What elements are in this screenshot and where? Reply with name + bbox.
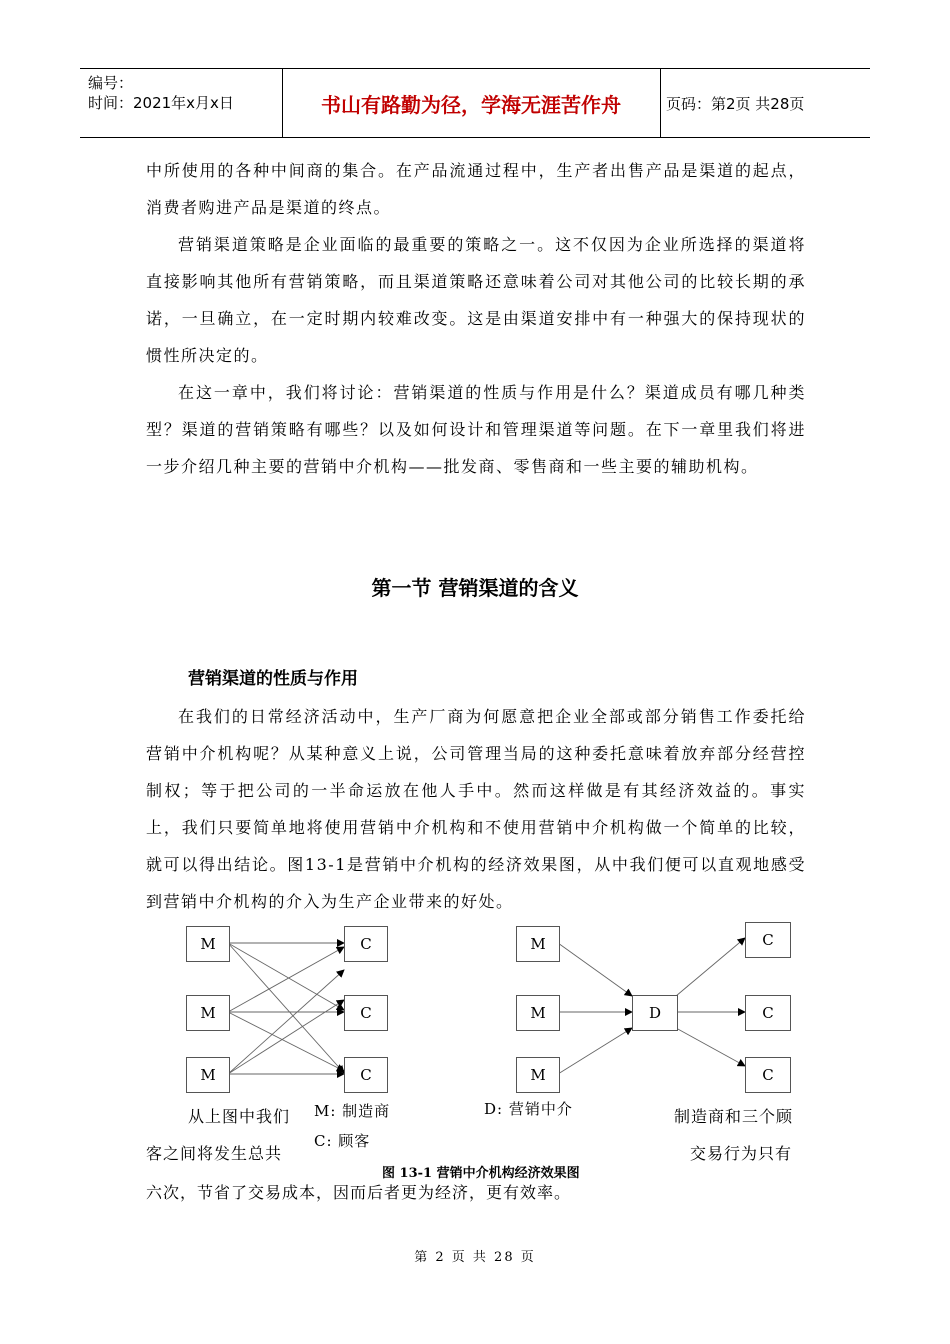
connector-line xyxy=(676,938,745,996)
manufacturer-box: M xyxy=(516,926,560,962)
connector-line xyxy=(228,943,344,1073)
header-motto: 书山有路勤为径，学海无涯苦作舟 xyxy=(321,93,621,117)
intermediary-box: D xyxy=(632,995,678,1031)
manufacturer-box: M xyxy=(186,926,230,962)
page-footer: 第 2 页 共 28 页 xyxy=(414,1250,536,1265)
paragraph: 在这一章中，我们将讨论：营销渠道的性质与作用是什么？渠道成员有哪几种类型？渠道的营销策略有哪些？以及如何设计和管理渠道等问题。在下一章里我们将进一步介绍几种主要的营销中介机构——批发商、零售商和一些主要的辅助机构。 xyxy=(146,383,806,476)
connector-line xyxy=(228,947,344,1012)
paragraph-fragment: 客之间将发生总共 xyxy=(146,1144,283,1163)
connector-line xyxy=(228,970,344,1074)
manufacturer-box: M xyxy=(186,995,230,1031)
customer-box: C xyxy=(344,1057,388,1093)
connector-line xyxy=(676,1028,745,1066)
header-time: 时间：2021年x月x日 xyxy=(88,94,234,112)
manufacturer-box: M xyxy=(516,995,560,1031)
section-title: 第一节 营销渠道的含义 xyxy=(371,576,579,600)
figure-caption: 图 13-1 营销中介机构经济效果图 xyxy=(382,1166,580,1181)
paragraph-fragment: 制造商和三个顾 xyxy=(674,1107,794,1126)
connector-line xyxy=(228,943,344,1010)
paragraph-fragment: 交易行为只有 xyxy=(690,1144,793,1163)
customer-box: C xyxy=(745,995,791,1031)
customer-box: C xyxy=(344,926,388,962)
subsection-title: 营销渠道的性质与作用 xyxy=(188,669,358,689)
connector-line xyxy=(228,1000,344,1074)
connector-line xyxy=(228,1012,344,1071)
paragraph: 营销渠道策略是企业面临的最重要的策略之一。这不仅因为企业所选择的渠道将直接影响其他所有营销策略，而且渠道策略还意味着公司对其他公司的比较长期的承诺，一旦确立，在一定时期内较难改变。这是由渠道安排中有一种强大的保持现状的惯性所决定的。 xyxy=(146,235,806,365)
header-page-number: 页码：第2页 共28页 xyxy=(666,95,805,113)
paragraph: 中所使用的各种中间商的集合。在产品流通过程中，生产者出售产品是渠道的起点，消费者购进产品是渠道的终点。 xyxy=(146,161,806,217)
paragraph-fragment: 六次，节省了交易成本，因而后者更为经济，更有效率。 xyxy=(146,1183,572,1202)
connector-line xyxy=(558,943,632,996)
header-number: 编号： xyxy=(88,74,134,92)
manufacturer-box: M xyxy=(186,1057,230,1093)
customer-box: C xyxy=(745,1057,791,1093)
paragraph-fragment: 从上图中我们 xyxy=(188,1107,291,1126)
legend-manufacturer: M: 制造商 xyxy=(314,1102,391,1120)
customer-box: C xyxy=(344,995,388,1031)
manufacturer-box: M xyxy=(516,1057,560,1093)
paragraph: 在我们的日常经济活动中，生产厂商为何愿意把企业全部或部分销售工作委托给营销中介机构呢？从某种意义上说，公司管理当局的这种委托意味着放弃部分经营控制权；等于把公司的一半命运放在他人手中。然而这样做是有其经济效益的。事实上，我们只要简单地将使用营销中介机构和不使用营销中介机构做一个简单的比较，就可以得出结论。图13-1是营销中介机构的经济效果图，从中我们便可以直观地感受到营销中介机构的介入为生产企业带来的好处。 xyxy=(146,707,806,911)
legend-intermediary: D: 营销中介 xyxy=(484,1100,573,1118)
legend-customer: C: 顾客 xyxy=(314,1132,371,1150)
customer-box: C xyxy=(745,922,791,958)
connector-line xyxy=(558,1028,632,1074)
